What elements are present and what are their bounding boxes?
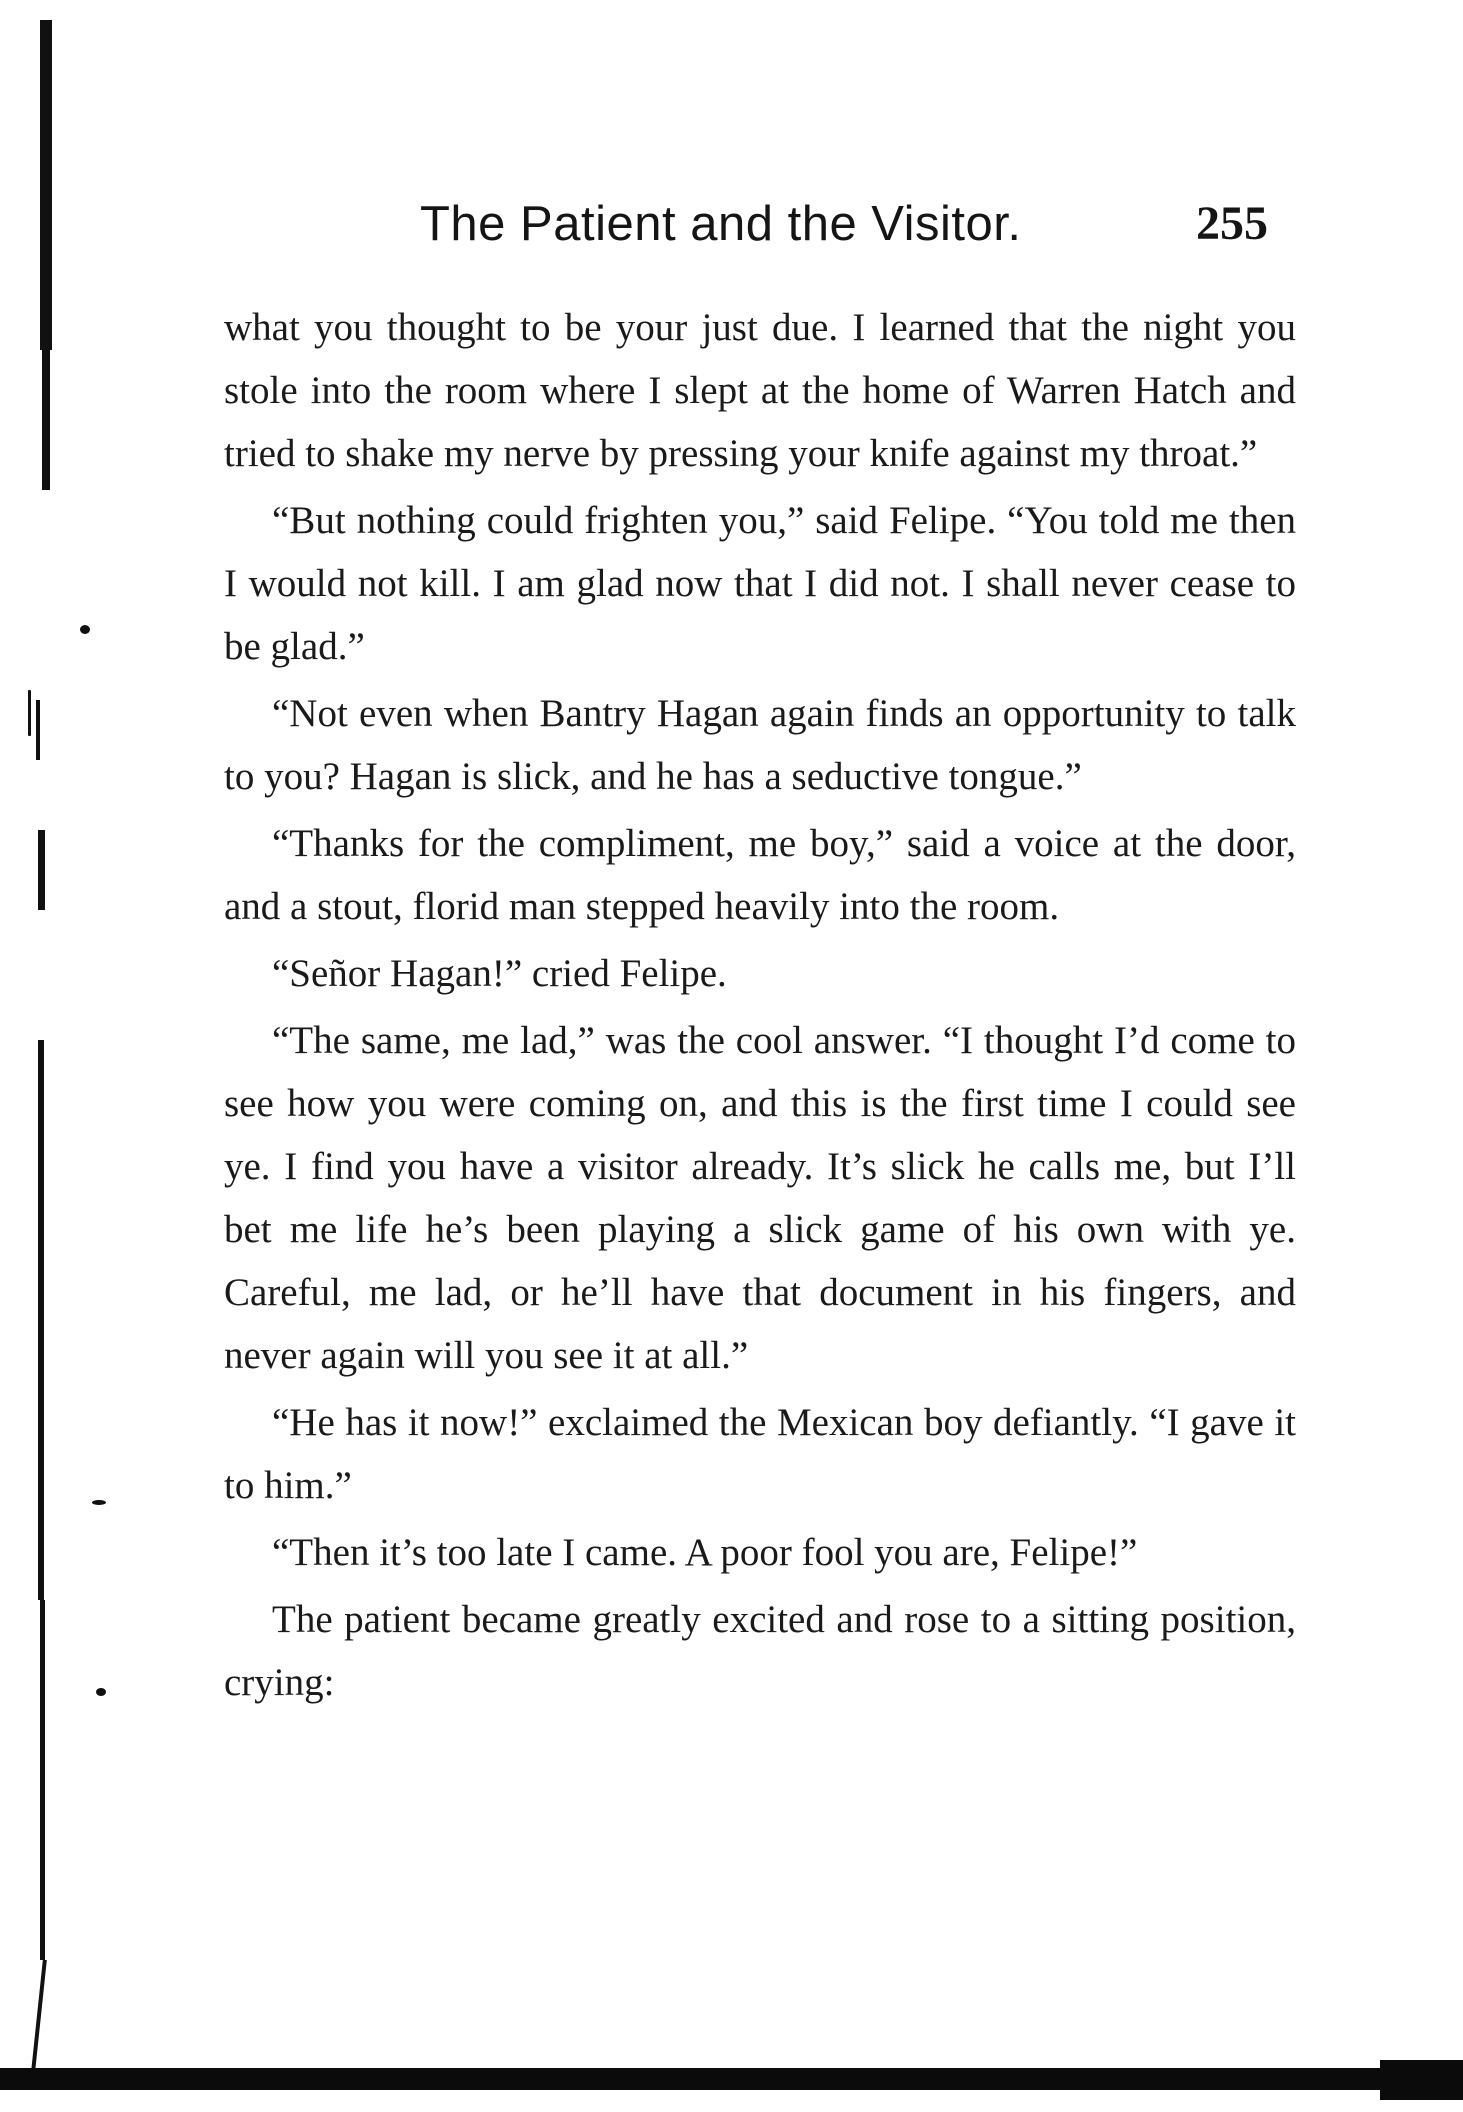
paragraph: “Señor Hagan!” cried Felipe. — [272, 952, 727, 995]
scan-speck — [92, 1500, 106, 1505]
scan-bottom-bar — [0, 2068, 1463, 2090]
scan-binding-edge — [42, 350, 50, 490]
body-text — [224, 296, 1296, 1718]
scan-binding-edge — [40, 20, 52, 350]
scan-speck — [28, 690, 31, 736]
paragraph: The patient became greatly excited and rose to a sitting position, crying: — [224, 1598, 1296, 1704]
scan-binding-edge — [38, 1040, 44, 1600]
paragraph: “But nothing could frighten you,” said Felipe. “You told me then I would not kill. I am glad now that I did not. I shall never cease to be glad.” — [224, 499, 1296, 668]
running-title: The Patient and the Visitor. — [420, 197, 1022, 251]
paragraph: “He has it now!” exclaimed the Mexican boy defiantly. “I gave it to him.” — [224, 1401, 1296, 1507]
page-number: 255 — [1196, 197, 1268, 250]
scan-binding-edge — [36, 700, 40, 760]
scan-speck — [80, 625, 90, 634]
paragraph: “Then it’s too late I came. A poor fool you are, Felipe!” — [272, 1531, 1138, 1574]
paragraph: what you thought to be your just due. I learned that the night you stole into the room where I slept at the home of Warren Hatch and tried to shake my nerve by pressing your knife against my throat.” — [224, 306, 1296, 475]
scan-binding-edge — [38, 830, 45, 910]
paragraph: “Not even when Bantry Hagan again finds an opportunity to talk to you? Hagan is slick, and he has a seductive tongue.” — [224, 692, 1296, 798]
paragraph: “The same, me lad,” was the cool answer. “I thought I’d come to see how you were coming on, and this is the first time I could see ye. I find you have a visitor already. It’s slick he calls me, but I’ll bet me life he’s been playing a slick game of his own with ye. Careful, me lad, or he’ll have that document in his fingers, and never again will you see it at all.” — [224, 1019, 1296, 1377]
scan-binding-edge — [40, 1600, 45, 1960]
scan-bottom-bar — [1380, 2060, 1463, 2100]
paragraph: “Thanks for the compliment, me boy,” said a voice at the door, and a stout, florid man stepped heavily into the room. — [224, 822, 1296, 928]
scan-speck — [96, 1688, 106, 1696]
